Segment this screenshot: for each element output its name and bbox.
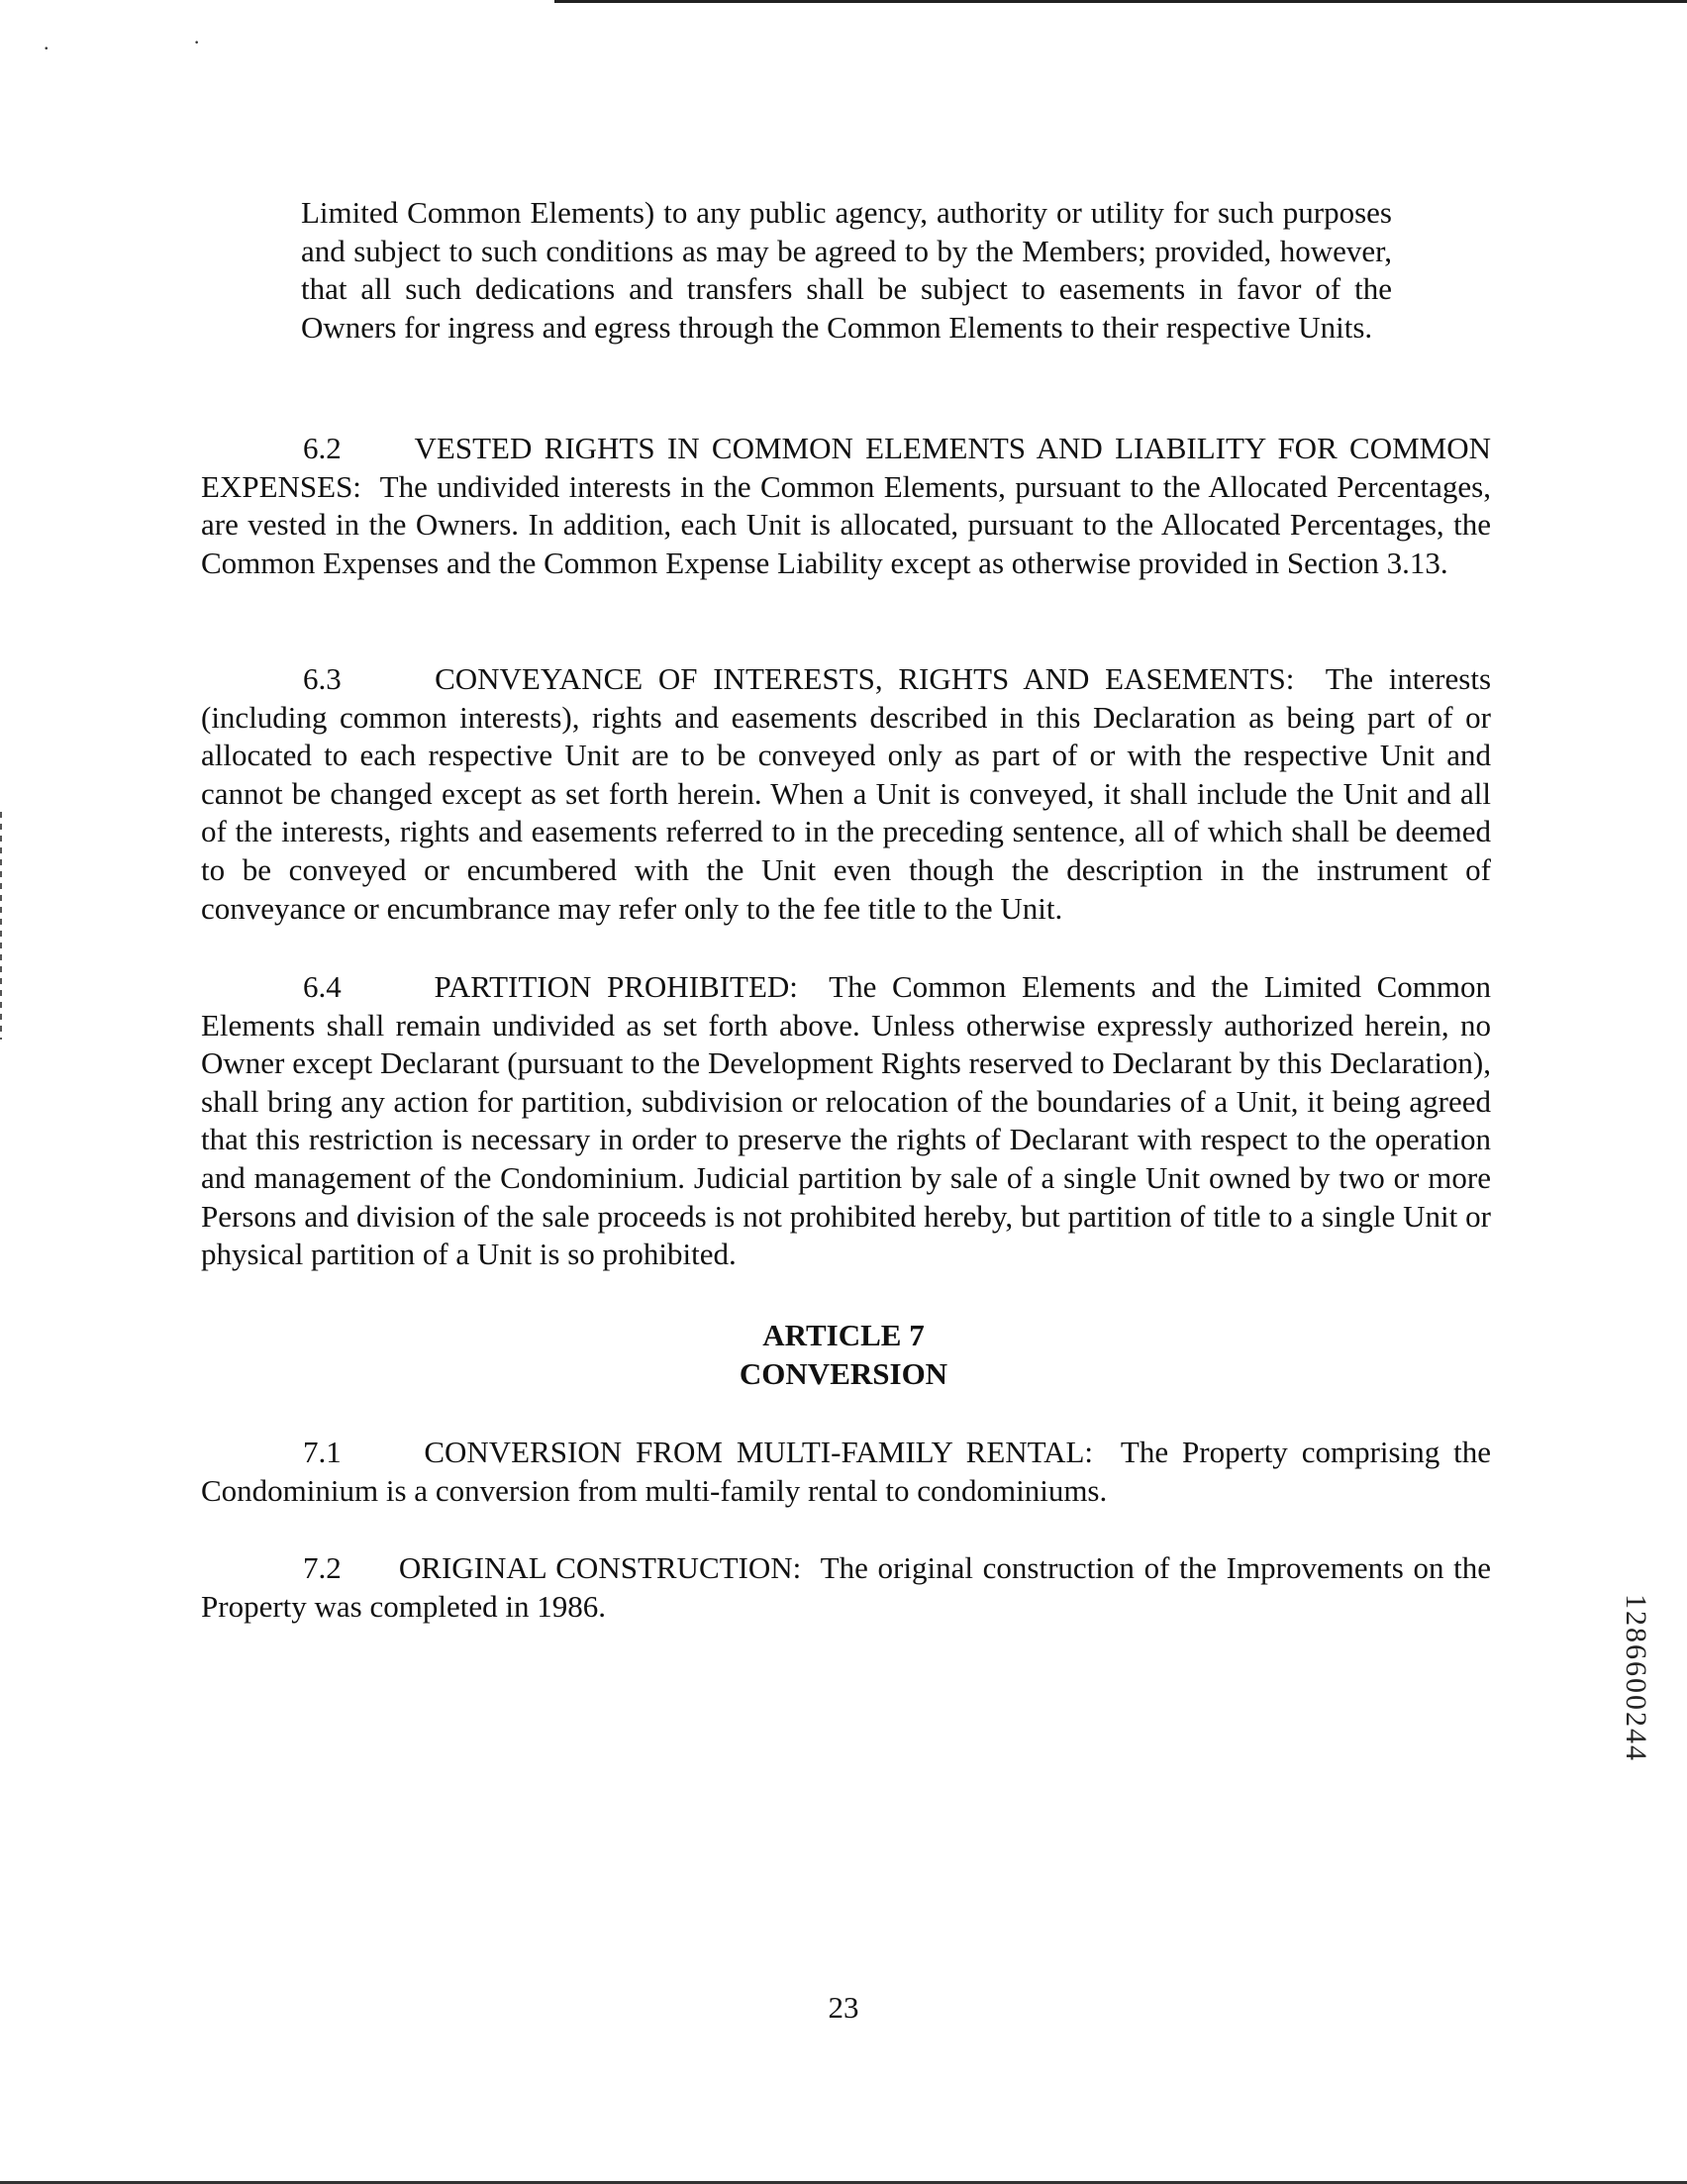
section-body: The interests (including common interests), rights and easements described in this Declaration as being part of or allocated to each respective Unit are to be conveyed only as part of or with the respective Unit and cannot be changed except as set forth herein. When a Unit is conveyed, it shall include the Unit and all of the interests, rights and easements referred to in the preceding sentence, all of which shall be deemed to be conveyed or encumbered with the Unit even though the description in the instrument of conveyance or encumbrance may refer only to the fee title to the Unit. [201, 661, 1492, 926]
section-heading: ORIGINAL CONSTRUCTION: [398, 1550, 802, 1585]
section-heading: VESTED RIGHTS IN COMMON ELEMENTS AND LIABILITY FOR COMMON EXPENSES: [201, 431, 1492, 504]
section-7-1 [201, 1434, 1491, 1510]
section-number: 6.2 [303, 431, 342, 465]
article-number: ARTICLE 7 [762, 1318, 925, 1352]
page-number: 23 [828, 1990, 859, 2025]
top-border-line [554, 0, 1687, 3]
section-number: 7.1 [303, 1435, 342, 1469]
section-6-3 [201, 660, 1491, 928]
left-edge-marks [0, 812, 2, 1040]
section-body: The Common Elements and the Limited Common Elements shall remain undivided as set forth above. Unless otherwise expressly authorized herein, no Owner except Declarant (pursuant to the Development Rights reserved to Declarant by this Declaration), shall bring any action for partition, subdivision or relocation of the boundaries of a Unit, it being agreed that this restriction is necessary in order to preserve the rights of Declarant with respect to the operation and management of the Condominium. Judicial partition by sale of a single Unit owned by two or more Persons and division of the sale proceeds is not prohibited hereby, but partition of title to a single Unit or physical partition of a Unit is so prohibited. [201, 969, 1492, 1272]
side-recording-number: 1286600244 [1620, 1594, 1652, 1762]
section-6-4 [201, 968, 1491, 1274]
article-title: CONVERSION [739, 1356, 948, 1391]
section-body: The original construction of the Improvements on the Property was completed in 1986. [201, 1550, 1492, 1624]
section-heading: PARTITION PROHIBITED: [434, 969, 798, 1004]
section-body: The undivided interests in the Common Elements, pursuant to the Allocated Percentages, are vested in the Owners. In addition, each Unit is allocated, pursuant to the Allocated Percentages, the Common Expenses and the Common Expense Liability except as otherwise provided in Section 3.13. [201, 468, 1491, 580]
section-6-2 [201, 430, 1491, 582]
section-number: 6.4 [303, 969, 342, 1004]
section-7-2 [201, 1549, 1491, 1626]
section-body: The Property comprising the Condominium is a conversion from multi-family rental to condominiums. [201, 1435, 1492, 1508]
scan-specks: . · [44, 30, 270, 54]
section-number: 7.2 [303, 1550, 342, 1585]
continuation-paragraph: Limited Common Elements) to any public agency, authority or utility for such purposes and subject to such conditions as may be agreed to by the Members; provided, however, that all such dedications and transfers shall be subject to easements in favor of the Owners for ingress and egress through the Common Elements to their respective Units. [301, 195, 1392, 345]
section-heading: CONVEYANCE OF INTERESTS, RIGHTS AND EASEMENTS: [435, 661, 1295, 696]
section-number: 6.3 [303, 661, 342, 696]
section-heading: CONVERSION FROM MULTI-FAMILY RENTAL: [424, 1435, 1094, 1469]
